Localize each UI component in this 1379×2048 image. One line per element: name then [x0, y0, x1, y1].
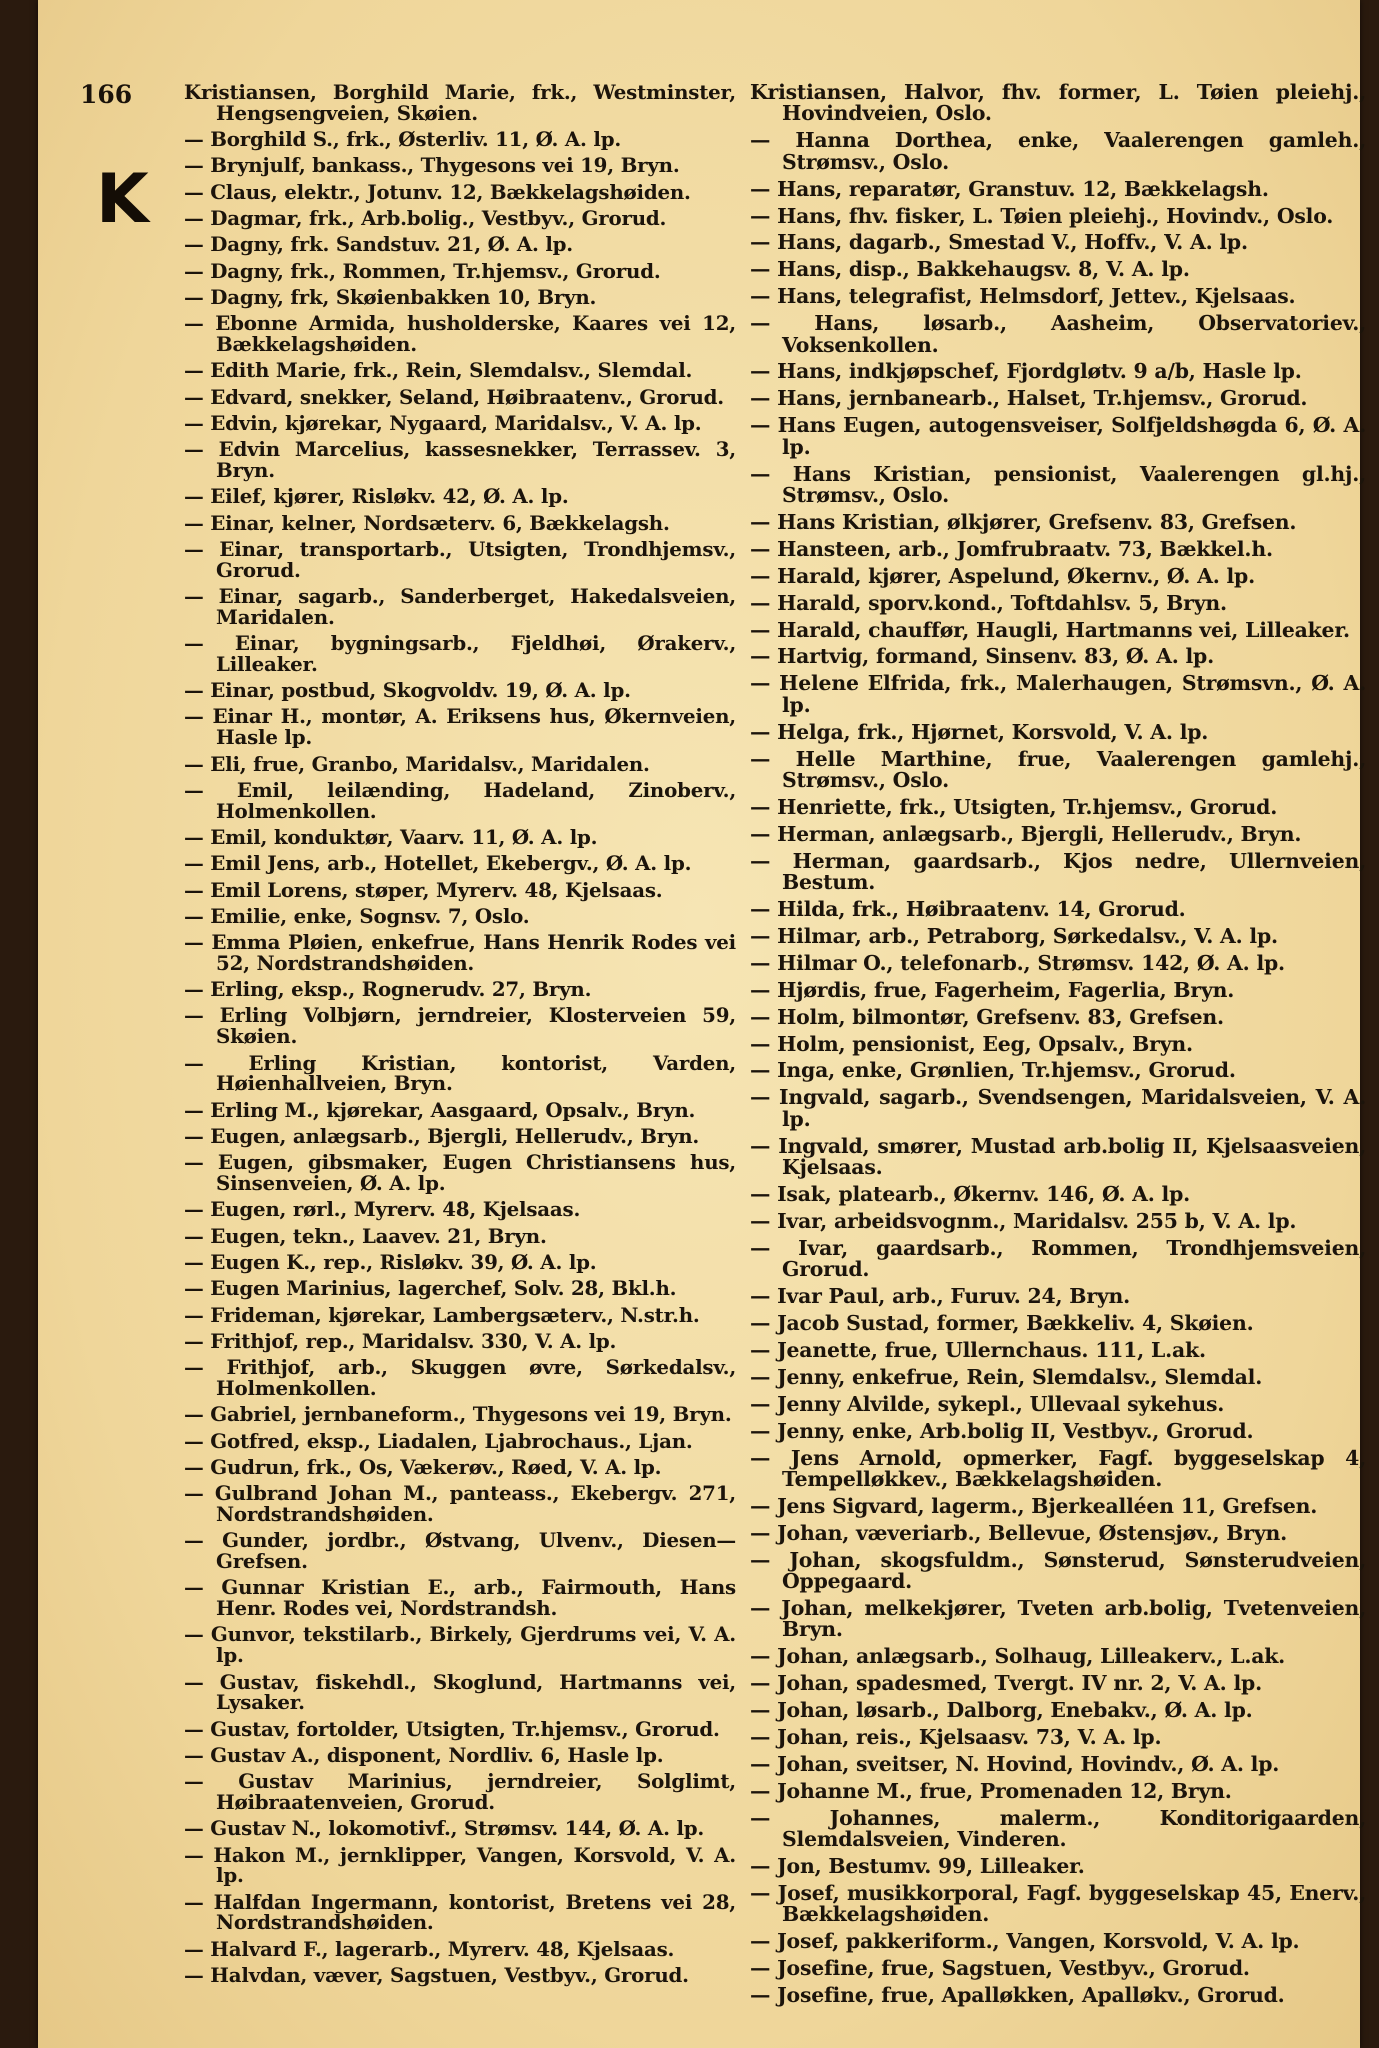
directory-entry: — Josefine, frue, Apalløkken, Apalløkv., Grorud.	[750, 1983, 1285, 2008]
directory-entry: — Johan, løsarb., Dalborg, Enebakv., Ø. A. lp.	[750, 1698, 1253, 1723]
directory-entry: — Hans, fhv. fisker, L. Tøien pleiehj., Hovindv., Oslo.	[750, 203, 1334, 228]
directory-entry: Kristiansen, Borghild Marie, frk., Westminster, Hengsengveien, Skøien.	[184, 80, 736, 125]
directory-entry: — Gunnar Kristian E., arb., Fairmouth, Hans Henr. Rodes vei, Nordstrandsh.	[184, 1575, 736, 1621]
directory-entry: — Hartvig, formand, Sinsenv. 83, Ø. A. lp.	[750, 644, 1214, 669]
directory-entry: — Ivar Paul, arb., Furuv. 24, Bryn.	[750, 1284, 1131, 1309]
directory-entry: — Hakon M., jernklipper, Vangen, Korsvold, V. A. lp.	[184, 1842, 736, 1888]
directory-entry: — Josef, musikkorporal, Fagf. byggeselskap 45, Enerv., Bækkelagshøiden.	[750, 1880, 1366, 1927]
directory-entry: — Claus, elektr., Jotunv. 12, Bækkelagshøiden.	[184, 179, 691, 204]
directory-entry: Kristiansen, Halvor, fhv. former, L. Tøien pleiehj., Hovindveien, Oslo.	[750, 80, 1366, 126]
directory-entry: — Einar H., montør, A. Eriksens hus, Økernveien, Hasle lp.	[184, 704, 736, 750]
directory-entry: — Johan, sveitser, N. Hovind, Hovindv., Ø. A. lp.	[750, 1751, 1280, 1776]
directory-entry: — Dagny, frk. Sandstuv. 21, Ø. A. lp.	[184, 232, 573, 257]
directory-entry: — Edvin, kjørekar, Nygaard, Maridalsv., V. A. lp.	[184, 410, 702, 435]
directory-entry: — Hans, telegrafist, Helmsdorf, Jettev., Kjelsaas.	[750, 284, 1296, 309]
directory-entry: — Jacob Sustad, former, Bækkeliv. 4, Skøien.	[750, 1311, 1254, 1335]
directory-entry: — Einar, bygningsarb., Fjeldhøi, Ørakerv., Lilleaker.	[184, 631, 736, 676]
directory-entry: — Josefine, frue, Sagstuen, Vestbyv., Grorud.	[750, 1956, 1250, 1981]
directory-entry: — Jenny, enkefrue, Rein, Slemdalsv., Slemdal.	[750, 1364, 1263, 1389]
directory-entry: — Hansteen, arb., Jomfrubraatv. 73, Bækkel.h.	[750, 536, 1273, 561]
directory-entry: — Einar, transportarb., Utsigten, Trondhjemsv., Grorud.	[184, 536, 736, 582]
directory-entry: — Edith Marie, frk., Rein, Slemdalsv., Slemdal.	[184, 358, 693, 383]
directory-entry: — Jon, Bestumv. 99, Lilleaker.	[750, 1854, 1085, 1879]
directory-entry: — Hjørdis, frue, Fagerheim, Fagerlia, Bryn.	[750, 977, 1235, 1002]
directory-entry: — Hilmar O., telefonarb., Strømsv. 142, Ø. A. lp.	[750, 950, 1285, 975]
directory-entry: — Eugen, tekn., Laavev. 21, Bryn.	[184, 1223, 547, 1248]
directory-entry: — Frithjof, arb., Skuggen øvre, Sørkedalsv., Holmenkollen.	[184, 1355, 736, 1400]
directory-entry: — Ivar, gaardsarb., Rommen, Trondhjemsveien, Grorud.	[750, 1235, 1366, 1282]
directory-entry: — Einar, kelner, Nordsæterv. 6, Bækkelagsh.	[184, 510, 670, 535]
directory-entry: — Hilda, frk., Høibraatenv. 14, Grorud.	[750, 897, 1186, 921]
section-letter: K	[96, 160, 149, 239]
directory-entry: — Johan, anlægsarb., Solhaug, Lilleakerv., L.ak.	[750, 1644, 1286, 1669]
directory-entry: — Ivar, arbeidsvognm., Maridalsv. 255 b, V. A. lp.	[750, 1208, 1297, 1233]
directory-entry: — Frithjof, rep., Maridalsv. 330, V. A. lp.	[184, 1328, 617, 1353]
directory-entry: — Jenny, enke, Arb.bolig II, Vestbyv., Grorud.	[750, 1418, 1254, 1443]
directory-entry: — Eilef, kjører, Risløkv. 42, Ø. A. lp.	[184, 484, 569, 509]
directory-entry: — Einar, sagarb., Sanderberget, Hakedalsveien, Maridalen.	[184, 583, 736, 629]
directory-entry: — Gulbrand Johan M., panteass., Ekebergv. 271, Nordstrandshøiden.	[184, 1481, 736, 1526]
directory-entry: — Johan, melkekjører, Tveten arb.bolig, Tvetenveien, Bryn.	[750, 1595, 1366, 1642]
directory-entry: — Harald, chauffør, Haugli, Hartmanns vei, Lilleaker.	[750, 617, 1350, 642]
directory-entry: — Johannes, malerm., Konditorigaarden, Slemdalsveien, Vinderen.	[750, 1805, 1366, 1852]
directory-entry: — Herman, anlægsarb., Bjergli, Hellerudv., Bryn.	[750, 821, 1302, 846]
directory-entry: — Josef, pakkeriform., Vangen, Korsvold, V. A. lp.	[750, 1929, 1300, 1954]
directory-entry: — Hanna Dorthea, enke, Vaalerengen gamleh., Strømsv., Oslo.	[750, 128, 1366, 174]
directory-entry: — Hans, dagarb., Smestad V., Hoffv., V. A. lp.	[750, 230, 1248, 255]
directory-entry: — Jens Sigvard, lagerm., Bjerkealléen 11, Grefsen.	[750, 1493, 1318, 1518]
directory-entry: — Gunder, jordbr., Østvang, Ulvenv., Diesen—Grefsen.	[184, 1528, 736, 1574]
page-number: 166	[80, 80, 133, 109]
directory-entry: — Halvdan, væver, Sagstuen, Vestbyv., Grorud.	[184, 1963, 689, 1988]
directory-entry: — Holm, bilmontør, Grefsenv. 83, Grefsen.	[750, 1004, 1224, 1029]
directory-entry: — Emilie, enke, Sognsv. 7, Oslo.	[184, 903, 530, 928]
directory-entry: — Eli, frue, Granbo, Maridalsv., Maridalen.	[184, 751, 650, 776]
directory-entry: — Eugen, rørl., Myrerv. 48, Kjelsaas.	[184, 1197, 581, 1222]
directory-entry: — Johan, skogsfuldm., Sønsterud, Sønsterudveien, Oppegaard.	[750, 1547, 1366, 1594]
directory-entry: — Jens Arnold, opmerker, Fagf. byggeselskap 4, Tempelløkkev., Bækkelagshøiden.	[750, 1445, 1366, 1491]
directory-entry: — Hans, reparatør, Granstuv. 12, Bækkelagsh.	[750, 176, 1269, 201]
directory-entry: — Erling M., kjørekar, Aasgaard, Opsalv., Bryn.	[184, 1097, 696, 1122]
directory-entry: — Ingvald, sagarb., Svendsengen, Maridalsveien, V. A. lp.	[750, 1085, 1366, 1131]
directory-entry: — Gudrun, frk., Os, Vækerøv., Røed, V. A. lp.	[184, 1454, 662, 1479]
directory-entry: — Johan, væveriarb., Bellevue, Østensjøv., Bryn.	[750, 1520, 1288, 1545]
directory-entry: — Emil, leilænding, Hadeland, Zinoberv., Holmenkollen.	[184, 777, 736, 823]
right-column	[750, 82, 1366, 2012]
directory-entry: — Helga, frk., Hjørnet, Korsvold, V. A. lp.	[750, 719, 1209, 744]
directory-entry: — Inga, enke, Grønlien, Tr.hjemsv., Grorud.	[750, 1058, 1236, 1083]
directory-entry: — Jeanette, frue, Ullernchaus. 111, L.ak.	[750, 1337, 1206, 1362]
directory-entry: — Eugen K., rep., Risløkv. 39, Ø. A. lp.	[184, 1249, 597, 1274]
directory-entry: — Ingvald, smører, Mustad arb.bolig II, Kjelsaasveien, Kjelsaas.	[750, 1133, 1366, 1180]
directory-entry: — Harald, kjører, Aspelund, Økernv., Ø. A. lp.	[750, 563, 1255, 588]
directory-entry: — Holm, pensionist, Eeg, Opsalv., Bryn.	[750, 1031, 1193, 1056]
directory-entry: — Gustav, fiskehdl., Skoglund, Hartmanns vei, Lysaker.	[184, 1669, 736, 1715]
directory-entry: — Brynjulf, bankass., Thygesons vei 19, Bryn.	[184, 153, 680, 178]
directory-entry: — Johanne M., frue, Promenaden 12, Bryn.	[750, 1778, 1232, 1803]
directory-entry: — Dagmar, frk., Arb.bolig., Vestbyv., Grorud.	[184, 205, 667, 230]
directory-entry: — Hans Kristian, pensionist, Vaalerengen gl.hj., Strømsv., Oslo.	[750, 461, 1366, 507]
directory-entry: — Hans Kristian, ølkjører, Grefsenv. 83, Grefsen.	[750, 509, 1297, 534]
directory-entry: — Dagny, frk, Skøienbakken 10, Bryn.	[184, 284, 597, 309]
directory-entry: — Gustav, fortolder, Utsigten, Tr.hjemsv., Grorud.	[184, 1716, 720, 1741]
directory-entry: — Gabriel, jernbaneform., Thygesons vei 19, Bryn.	[184, 1402, 732, 1427]
directory-entry: — Halfdan Ingermann, kontorist, Bretens vei 28, Nordstrandshøiden.	[184, 1889, 736, 1935]
directory-entry: — Hans Eugen, autogensveiser, Solfjeldshøgda 6, Ø. A. lp.	[750, 413, 1366, 459]
directory-entry: — Emil, konduktør, Vaarv. 11, Ø. A. lp.	[184, 824, 598, 849]
directory-entry: — Ebonne Armida, husholderske, Kaares vei 12, Bækkelagshøiden.	[184, 311, 736, 356]
directory-entry: — Isak, platearb., Økernv. 146, Ø. A. lp.	[750, 1181, 1191, 1206]
directory-entry: — Emil Jens, arb., Hotellet, Ekebergv., Ø. A. lp.	[184, 851, 692, 876]
directory-entry: — Frideman, kjørekar, Lambergsæterv., N.str.h.	[184, 1302, 700, 1327]
directory-entry: — Einar, postbud, Skogvoldv. 19, Ø. A. lp.	[184, 678, 631, 703]
directory-entry: — Emil Lorens, støper, Myrerv. 48, Kjelsaas.	[184, 877, 663, 902]
directory-entry: — Halvard F., lagerarb., Myrerv. 48, Kjelsaas.	[184, 1936, 675, 1961]
directory-entry: — Gustav Marinius, jerndreier, Solglimt, Høibraatenveien, Grorud.	[184, 1769, 736, 1814]
directory-entry: — Erling Kristian, kontorist, Varden, Høienhallveien, Bryn.	[184, 1050, 736, 1096]
directory-entry: — Borghild S., frk., Østerliv. 11, Ø. A. lp.	[184, 127, 622, 152]
directory-entry: — Emma Pløien, enkefrue, Hans Henrik Rodes vei 52, Nordstrandshøiden.	[184, 930, 736, 975]
directory-entry: — Edvard, snekker, Seland, Høibraatenv., Grorud.	[184, 384, 724, 409]
directory-entry: — Eugen, anlægsarb., Bjergli, Hellerudv., Bryn.	[184, 1123, 700, 1148]
directory-entry: — Johan, spadesmed, Tvergt. IV nr. 2, V. A. lp.	[750, 1671, 1262, 1696]
directory-entry: — Harald, sporv.kond., Toftdahlsv. 5, Bryn.	[750, 590, 1227, 615]
directory-entry: — Hans, indkjøpschef, Fjordgløtv. 9 a/b, Hasle lp.	[750, 359, 1302, 384]
directory-entry: — Jenny Alvilde, sykepl., Ullevaal sykehus.	[750, 1391, 1225, 1416]
directory-entry: — Herman, gaardsarb., Kjos nedre, Ullernveien, Bestum.	[750, 848, 1366, 895]
directory-entry: — Gustav N., lokomotivf., Strømsv. 144, Ø. A. lp.	[184, 1816, 705, 1841]
directory-entry: — Erling Volbjørn, jerndreier, Klosterveien 59, Skøien.	[184, 1003, 736, 1049]
directory-entry: — Dagny, frk., Rommen, Tr.hjemsv., Grorud.	[184, 258, 661, 283]
directory-entry: — Hilmar, arb., Petraborg, Sørkedalsv., V. A. lp.	[750, 923, 1278, 948]
directory-entry: — Erling, eksp., Rognerudv. 27, Bryn.	[184, 977, 592, 1002]
directory-entry: — Helene Elfrida, frk., Malerhaugen, Strømsvn., Ø. A. lp.	[750, 671, 1366, 717]
directory-entry: — Hans, løsarb., Aasheim, Observatoriev., Voksenkollen.	[750, 311, 1366, 357]
directory-entry: — Hans, disp., Bakkehaugsv. 8, V. A. lp.	[750, 257, 1190, 282]
directory-entry: — Hans, jernbanearb., Halset, Tr.hjemsv., Grorud.	[750, 386, 1308, 411]
directory-entry: — Gotfred, eksp., Liadalen, Ljabrochaus., Ljan.	[184, 1428, 693, 1453]
directory-entry: — Eugen, gibsmaker, Eugen Christiansens hus, Sinsenveien, Ø. A. lp.	[184, 1150, 736, 1196]
directory-entry: — Gunvor, tekstilarb., Birkely, Gjerdrums vei, V. A. lp.	[184, 1622, 736, 1668]
left-column	[184, 82, 736, 1991]
directory-entry: — Henriette, frk., Utsigten, Tr.hjemsv., Grorud.	[750, 794, 1278, 819]
directory-entry: — Johan, reis., Kjelsaasv. 73, V. A. lp.	[750, 1725, 1162, 1749]
directory-entry: — Helle Marthine, frue, Vaalerengen gamlehj., Strømsv., Oslo.	[750, 746, 1366, 792]
directory-entry: — Gustav A., disponent, Nordliv. 6, Hasle lp.	[184, 1742, 664, 1767]
directory-page	[38, 0, 1366, 2048]
directory-entry: — Edvin Marcelius, kassesnekker, Terrassev. 3, Bryn.	[184, 437, 736, 482]
directory-entry: — Eugen Marinius, lagerchef, Solv. 28, Bkl.h.	[184, 1276, 677, 1301]
